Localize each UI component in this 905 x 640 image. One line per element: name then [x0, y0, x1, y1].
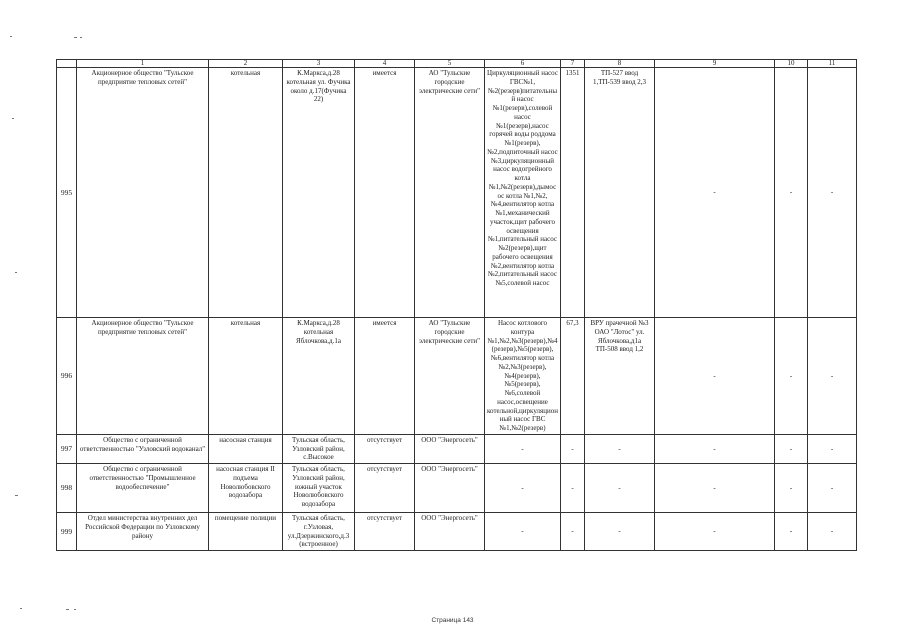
col9-cell: - — [655, 318, 775, 435]
table-row — [57, 68, 857, 318]
header-cell-6: 6 — [485, 60, 561, 68]
page-number-footer: Страница 143 — [431, 617, 474, 624]
header-cell-1: 1 — [77, 60, 209, 68]
table-row — [57, 464, 857, 513]
equipment-cell: - — [485, 464, 561, 513]
col10-cell: - — [775, 513, 808, 551]
header-cell-10: 10 — [775, 60, 808, 68]
table-row — [57, 513, 857, 551]
availability-cell: имеется — [355, 68, 415, 318]
availability-cell: отсутствует — [355, 464, 415, 513]
col10-cell: - — [775, 318, 808, 435]
registry-table — [56, 59, 857, 551]
equipment-cell: - — [485, 513, 561, 551]
object-type-cell: насосная станция II подъема Новолюбовского водозабора — [209, 464, 283, 513]
grid-organization-cell: ООО "Энергосеть" — [415, 513, 485, 551]
grid-organization-cell: ООО "Энергосеть" — [415, 464, 485, 513]
object-type-cell: помещение полиции — [209, 513, 283, 551]
organization-cell: Акционерное общество "Тульское предприятие тепловых сетей" — [77, 318, 209, 435]
power-cell: - — [561, 513, 585, 551]
address-cell: К.Маркса,д.28 котельная ул. Фучика около д.17(Фучика 22) — [283, 68, 355, 318]
col11-cell: - — [808, 434, 857, 463]
power-cell: 1351 — [561, 68, 585, 318]
col11-cell: - — [808, 464, 857, 513]
power-cell: - — [561, 464, 585, 513]
address-cell: Тульская область, г.Узловая, ул.Дзержинского,д.3 (встроенное) — [283, 513, 355, 551]
col10-cell: - — [775, 434, 808, 463]
organization-cell: Общество с ограниченной ответственностью "Промышленное водообеспечение" — [77, 464, 209, 513]
organization-cell: Акционерное общество "Тульское предприятие тепловых сетей" — [77, 68, 209, 318]
grid-organization-cell: АО "Тульские городские электрические сети" — [415, 68, 485, 318]
header-cell-9: 9 — [655, 60, 775, 68]
header-cell-5: 5 — [415, 60, 485, 68]
organization-cell: Общество с ограниченной ответственностью "Узловский водоканал" — [77, 434, 209, 463]
header-cell-8: 8 — [585, 60, 655, 68]
availability-cell: отсутствует — [355, 434, 415, 463]
supply-point-cell: ТП-527 ввод 1,ТП-539 ввод 2,3 — [585, 68, 655, 318]
supply-point-cell: - — [585, 464, 655, 513]
availability-cell: имеется — [355, 318, 415, 435]
availability-cell: отсутствует — [355, 513, 415, 551]
row-number: 998 — [57, 464, 77, 513]
supply-point-cell: - — [585, 434, 655, 463]
address-cell: Тульская область, Узловский район, с.Высокое — [283, 434, 355, 463]
table-row — [57, 434, 857, 463]
col9-cell: - — [655, 434, 775, 463]
col10-cell: - — [775, 464, 808, 513]
equipment-cell: Насос котлового контура №1,№2,№3(резерв),№4 (резерв),№5(резерв),№6,вентилятор котла №2,№3(резерв),№4(резерв),№5(резерв),№6,солевой насос,освещение котельной,циркуляционный насос ГВС №1,№2(резерв) — [485, 318, 561, 435]
col9-cell: - — [655, 68, 775, 318]
supply-point-cell: - — [585, 513, 655, 551]
address-cell: Тульская область, Узловский район, южный участок Новолюбовского водозабора — [283, 464, 355, 513]
row-number: 997 — [57, 434, 77, 463]
power-cell: - — [561, 434, 585, 463]
equipment-cell: Циркуляционный насос ГВС№1, №2(резерв)питательный насос №1(резерв),солевой насос №1(резерв),насос горячей воды роддома №1(резерв),№2,подпиточный насос №3,циркуляционный насос водогрейного котла №1,№2(резерв),дымосос котла №1,№2, №4,вентилятор котла №1,механический участок,щит рабочего освещения №1,питательный насос №2(резерв),щит рабочего освещения №2,вентилятор котла №2,питательный насос №5,солевой насос — [485, 68, 561, 318]
equipment-cell: - — [485, 434, 561, 463]
header-cell-2: 2 — [209, 60, 283, 68]
header-cell-7: 7 — [561, 60, 585, 68]
header-cell-empty — [57, 60, 77, 68]
address-cell: К.Маркса,д.28 котельная Яблочкова,д.1а — [283, 318, 355, 435]
column-number-row — [57, 60, 857, 68]
col11-cell: - — [808, 68, 857, 318]
object-type-cell: насосная станция — [209, 434, 283, 463]
col9-cell: - — [655, 464, 775, 513]
col10-cell: - — [775, 68, 808, 318]
supply-point-cell: ВРУ прачечной №3 ОАО "Лотос" ул. Яблочкова,д1а ТП-508 ввод 1,2 — [585, 318, 655, 435]
grid-organization-cell: ООО "Энергосеть" — [415, 434, 485, 463]
col9-cell: - — [655, 513, 775, 551]
object-type-cell: котельная — [209, 68, 283, 318]
col11-cell: - — [808, 318, 857, 435]
object-type-cell: котельная — [209, 318, 283, 435]
grid-organization-cell: АО "Тульские городские электрические сети" — [415, 318, 485, 435]
col11-cell: - — [808, 513, 857, 551]
header-cell-11: 11 — [808, 60, 857, 68]
header-cell-4: 4 — [355, 60, 415, 68]
row-number: 999 — [57, 513, 77, 551]
row-number: 995 — [57, 68, 77, 318]
power-cell: 67,3 — [561, 318, 585, 435]
header-cell-3: 3 — [283, 60, 355, 68]
organization-cell: Отдел министерства внутренних дел Российской Федерации по Узловскому району — [77, 513, 209, 551]
row-number: 996 — [57, 318, 77, 435]
table-row — [57, 318, 857, 435]
